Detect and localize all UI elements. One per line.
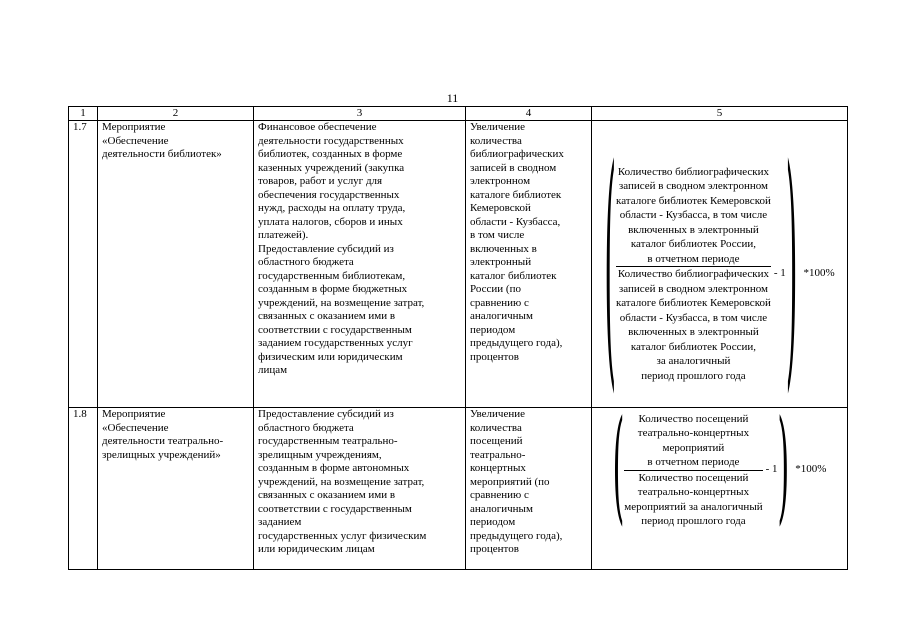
right-paren: ) <box>785 121 798 408</box>
left-paren: ( <box>612 407 625 541</box>
multiplier: *100% <box>795 463 827 476</box>
formula-denominator: Количество посещений театрально-концертных мероприятий за аналогичный период прошлого года <box>624 471 763 527</box>
formula <box>592 121 847 408</box>
indicator-description: Увеличение количества библиографических записей в сводном электронном каталоге библиотек Кемеровской области - Кузбасса, в том числе включенных в электронный каталог библиотек России (по сравнению с аналогичным периодом предыдущего года), процентов <box>466 121 592 408</box>
indicator-description: Увеличение количества посещений театрально- концертных мероприятий (по сравнению с аналогичным периодом предыдущего года), процентов <box>466 408 592 570</box>
column-header: 1 <box>69 107 98 121</box>
activities-table <box>68 106 848 570</box>
financing-description: Финансовое обеспечение деятельности государственных библиотек, созданных в форме казенных учреждений (закупка товаров, работ и услуг для обеспечения государственных нужд, расходы на оплату труда, уплата налогов, сборов и иных платежей). Предоставление субсидий из областного бюджета государственным библиотекам, созданным в форме бюджетных учреждений, на возмещение затрат, связанных с оказанием ими в соответствии с государственным заданием государственных услуг физическим или юридическим лицам <box>254 121 466 408</box>
right-paren: ) <box>777 407 790 541</box>
table-header-row <box>69 107 848 121</box>
row-number: 1.7 <box>69 121 98 408</box>
event-name: Мероприятие «Обеспечение деятельности театрально- зрелищных учреждений» <box>98 408 254 570</box>
formula <box>592 407 847 541</box>
multiplier: *100% <box>803 267 835 280</box>
minus-one: - 1 <box>765 463 778 476</box>
table-row <box>69 408 848 570</box>
formula-denominator: Количество библиографических записей в сводном электронном каталоге библиотек Кемеровской области - Кузбасса, в том числе включенных в электронный каталог библиотек России, за аналогичный период прошлого года <box>616 268 771 382</box>
table-row <box>69 121 848 408</box>
column-header: 5 <box>592 107 848 121</box>
formula-numerator: Количество посещений театрально-концертных мероприятий в отчетном периоде <box>637 412 750 468</box>
minus-one: - 1 <box>773 267 786 280</box>
fraction <box>616 165 771 384</box>
column-header: 3 <box>254 107 466 121</box>
formula-cell <box>592 408 848 570</box>
formula-numerator: Количество библиографических записей в сводном электронном каталоге библиотек Кемеровской области - Кузбасса, в том числе включенных в электронный каталог библиотек России, в отчетном периоде <box>616 165 771 265</box>
financing-description: Предоставление субсидий из областного бюджета государственным театрально- зрелищным учреждениям, созданным в форме автономных учреждений, на возмещение затрат, связанных с оказанием ими в соответствии с государственным заданием государственных услуг физическим или юридическим лицам <box>254 408 466 570</box>
row-number: 1.8 <box>69 408 98 570</box>
fraction <box>624 412 762 529</box>
column-header: 2 <box>98 107 254 121</box>
page-number: 11 <box>446 91 459 105</box>
event-name: Мероприятие «Обеспечение деятельности библиотек» <box>98 121 254 408</box>
column-header: 4 <box>466 107 592 121</box>
left-paren: ( <box>604 121 617 408</box>
formula-cell <box>592 121 848 408</box>
